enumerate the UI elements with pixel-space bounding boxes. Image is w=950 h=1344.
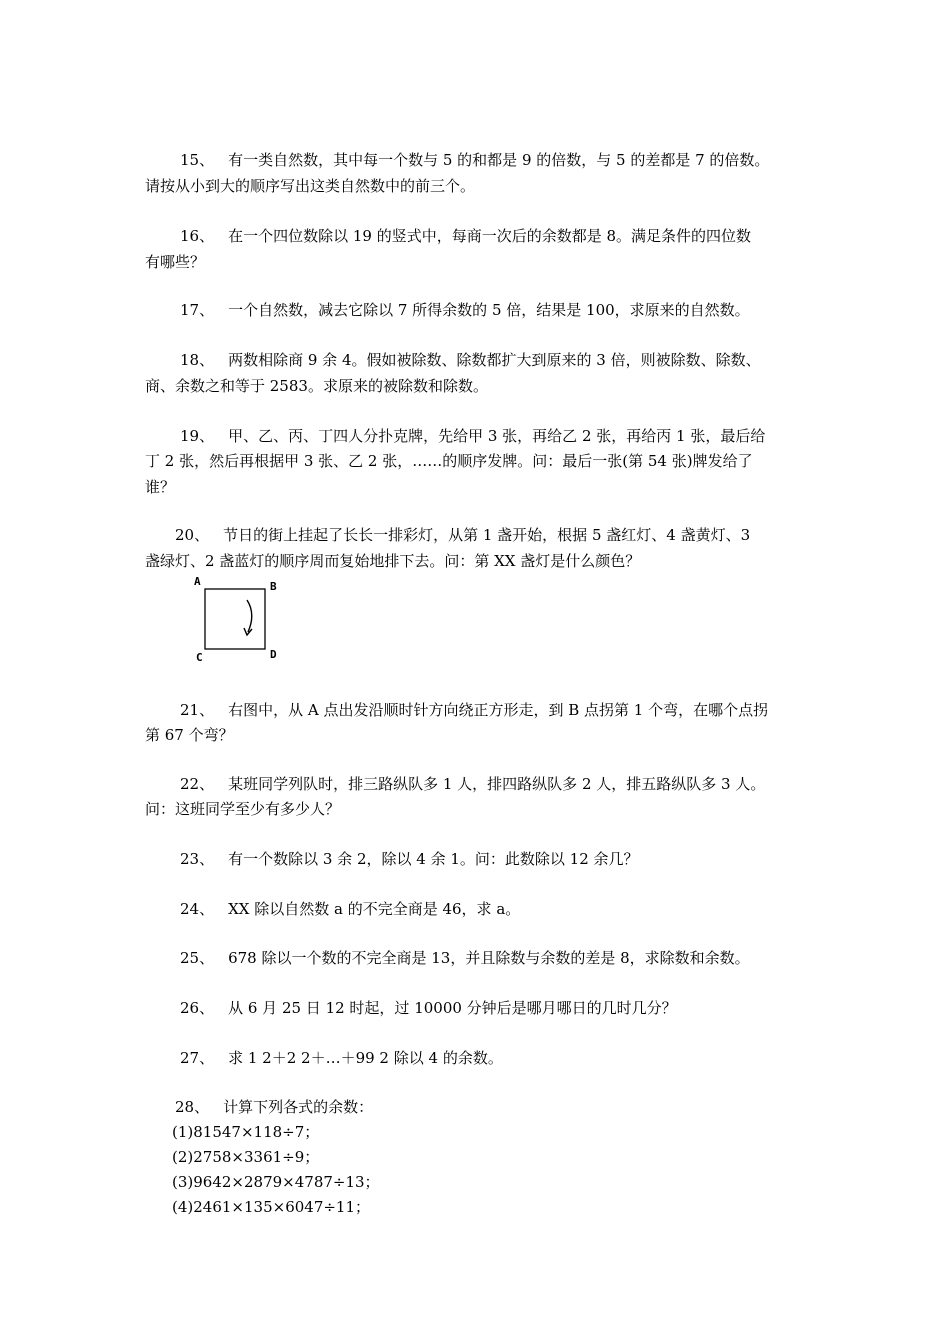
problem-15-line-2: 请按从小到大的顺序写出这类自然数中的前三个。: [145, 177, 476, 195]
label-c: C: [196, 651, 203, 664]
problem-28-item-4: (4)2461×135×6047÷11；: [172, 1198, 371, 1216]
problem-21-line-1: [180, 699, 768, 721]
problem-number: 19、: [180, 427, 215, 445]
problem-23-line-1: [180, 848, 639, 870]
square-diagram: [188, 574, 288, 666]
problem-22-line-2: 问：这班同学至少有多少人？: [145, 800, 341, 818]
problem-26-line-1: [180, 997, 677, 1019]
problem-28-item-2: (2)2758×3361÷9；: [172, 1148, 320, 1166]
problem-number: 18、: [180, 351, 215, 369]
square-diagram-svg: [188, 574, 288, 666]
problem-text: 甲、乙、丙、丁四人分扑克牌，先给甲 3 张，再给乙 2 张，再给丙 1 张，最后给: [228, 427, 766, 445]
problem-number: 23、: [180, 850, 215, 868]
problem-text: 在一个四位数除以 19 的竖式中，每商一次后的余数都是 8。满足条件的四位数: [228, 227, 752, 245]
problem-number: 21、: [180, 701, 215, 719]
problem-text: XX 除以自然数 a 的不完全商是 46，求 a。: [228, 900, 521, 918]
problem-16-line-2: 有哪些？: [145, 253, 206, 271]
problem-19-line-1: [180, 425, 765, 447]
problem-17-line-1: [180, 299, 750, 321]
problem-number: 20、: [175, 526, 210, 544]
problem-number: 28、: [175, 1098, 210, 1116]
problem-text: 某班同学列队时，排三路纵队多 1 人，排四路纵队多 2 人，排五路纵队多 3 人。: [228, 775, 766, 793]
problem-text: 两数相除商 9 余 4。假如被除数、除数都扩大到原来的 3 倍，则被除数、除数、: [228, 351, 761, 369]
problem-25-line-1: [180, 947, 750, 969]
problem-text: 求 1 2＋2 2＋…＋99 2 除以 4 的余数。: [228, 1049, 503, 1067]
problem-number: 15、: [180, 151, 215, 169]
problem-text: 右图中，从 A 点出发沿顺时针方向绕正方形走，到 B 点拐第 1 个弯，在哪个点拐: [228, 701, 769, 719]
problem-text: 一个自然数，减去它除以 7 所得余数的 5 倍，结果是 100，求原来的自然数。: [228, 301, 750, 319]
problem-24-line-1: [180, 898, 520, 920]
problem-18-line-2: 商、余数之和等于 2583。求原来的被除数和除数。: [145, 377, 488, 395]
problem-number: 16、: [180, 227, 215, 245]
label-a: A: [194, 575, 201, 588]
problem-text: 从 6 月 25 日 12 时起，过 10000 分钟后是哪月哪日的几时几分？: [228, 999, 677, 1017]
problem-28-item-1: (1)81547×118÷7；: [172, 1123, 320, 1141]
problem-28-item-3: (3)9642×2879×4787÷13；: [172, 1173, 380, 1191]
problem-16-line-1: [180, 225, 751, 247]
problem-number: 27、: [180, 1049, 215, 1067]
problem-20-line-2: 盏绿灯、2 盏蓝灯的顺序周而复始地排下去。问：第 XX 盏灯是什么颜色？: [145, 552, 641, 570]
problem-18-line-1: [180, 349, 761, 371]
label-d: D: [270, 648, 277, 661]
problem-text: 678 除以一个数的不完全商是 13，并且除数与余数的差是 8，求除数和余数。: [228, 949, 750, 967]
problem-21-line-2: 第 67 个弯？: [145, 726, 234, 744]
problem-19-line-2: 丁 2 张，然后再根据甲 3 张、乙 2 张，……的顺序发牌。问：最后一张(第 54 张)牌发给了: [145, 452, 753, 470]
problem-text: 计算下列各式的余数：: [223, 1098, 374, 1116]
problem-15-line-1: [180, 149, 769, 171]
clockwise-arrow-curve: [247, 600, 252, 632]
problem-22-line-1: [180, 773, 765, 795]
problem-text: 节日的街上挂起了长长一排彩灯，从第 1 盏开始，根据 5 盏红灯、4 盏黄灯、3: [223, 526, 751, 544]
problem-number: 24、: [180, 900, 215, 918]
problem-20-line-1: [175, 524, 750, 546]
problem-text: 有一个数除以 3 余 2，除以 4 余 1。问：此数除以 12 余几？: [228, 850, 639, 868]
label-b: B: [270, 580, 277, 593]
problem-number: 25、: [180, 949, 215, 967]
square-outline: [205, 589, 265, 649]
problem-number: 26、: [180, 999, 215, 1017]
problem-text: 有一类自然数，其中每一个数与 5 的和都是 9 的倍数，与 5 的差都是 7 的倍数。: [228, 151, 770, 169]
problem-19-line-3: 谁？: [145, 478, 176, 496]
problem-number: 17、: [180, 301, 215, 319]
problem-27-line-1: [180, 1047, 503, 1069]
problem-28-line-1: [175, 1096, 373, 1118]
problem-number: 22、: [180, 775, 215, 793]
